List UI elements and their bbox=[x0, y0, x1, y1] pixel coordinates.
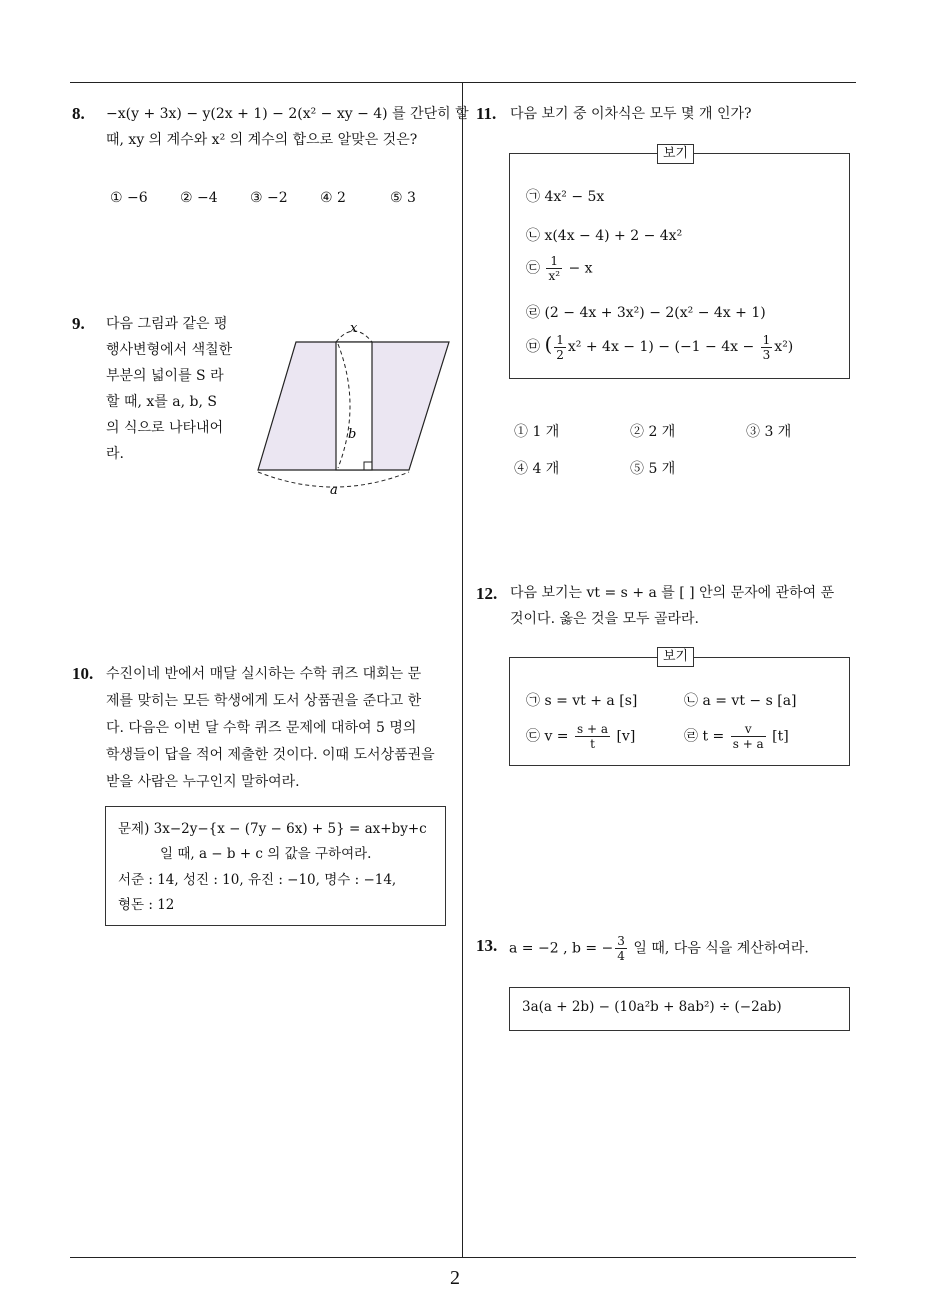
q10-box-line1: 문제) 3x−2y−{x − (7y − 6x) + 5} = ax+by+c bbox=[118, 821, 427, 837]
q8-line2: 때, xy 의 계수와 x² 의 계수의 합으로 알맞은 것은? bbox=[106, 132, 418, 148]
q9-line5: 의 식으로 나타내어 bbox=[106, 420, 224, 436]
q9-line3: 부분의 넓이를 S 라 bbox=[106, 368, 224, 384]
q13-question bbox=[509, 934, 809, 963]
q11-item-e bbox=[526, 332, 793, 362]
q11-item-c-mark: ㉢ bbox=[526, 260, 540, 277]
q11-question: 다음 보기 중 이차식은 모두 몇 개 인가? bbox=[510, 106, 752, 122]
q11-item-e-fraction2: $\frac{1}{3}$ bbox=[762, 332, 771, 362]
q10-line3: 다. 다음은 이번 달 수학 퀴즈 문제에 대하여 5 명의 bbox=[106, 720, 417, 736]
q10-line2: 제를 맞히는 모든 학생에게 도서 상품권을 준다고 한 bbox=[106, 693, 422, 709]
q12-item-c bbox=[526, 722, 635, 751]
q9-line1: 다음 그림과 같은 평 bbox=[106, 316, 228, 332]
q10-box-line3: 서준 : 14, 성진 : 10, 유진 : −10, 명수 : −14, bbox=[118, 872, 397, 888]
q11-choice-1: ① 1 개 bbox=[514, 424, 560, 440]
q10-line4: 학생들이 답을 적어 제출한 것이다. 이때 도서상품권을 bbox=[106, 747, 435, 763]
q11-item-e-close: x²) bbox=[774, 339, 794, 355]
q13-post: 일 때, 다음 식을 계산하여라. bbox=[633, 940, 809, 957]
q12-item-c-fraction: $\frac{s + a}{t}$ bbox=[577, 722, 608, 751]
q11-item-e-open: ( bbox=[544, 332, 553, 356]
q13-number: 13. bbox=[476, 936, 498, 955]
q11-choice-5: ⑤ 5 개 bbox=[630, 461, 676, 477]
q9-line6: 라. bbox=[106, 446, 124, 462]
q11-choice-3: ③ 3 개 bbox=[746, 424, 792, 440]
q8-line1: −x(y + 3x) − y(2x + 1) − 2(x² − xy − 4) 를 간단히 할 bbox=[106, 106, 469, 122]
parallelogram-figure bbox=[250, 316, 460, 500]
q12-bogi-tag: 보기 bbox=[657, 647, 694, 667]
q11-item-c-fraction: $\frac{1}{\text{x²}}$ bbox=[548, 254, 561, 283]
q12-number: 12. bbox=[476, 584, 498, 603]
q11-number: 11. bbox=[476, 104, 497, 123]
q11-bogi-tag: 보기 bbox=[657, 144, 694, 164]
q10-line5: 받을 사람은 누구인지 말하여라. bbox=[106, 774, 300, 790]
q8-choice-1: ① −6 bbox=[110, 190, 148, 206]
q13-expression: 3a(a + 2b) − (10a²b + 8ab²) ÷ (−2ab) bbox=[522, 999, 782, 1015]
q12-item-d-fraction: $\frac{v}{s + a}$ bbox=[732, 722, 764, 751]
q11-item-d: ㉣ (2 − 4x + 3x²) − 2(x² − 4x + 1) bbox=[526, 305, 766, 321]
q9-number: 9. bbox=[72, 314, 85, 333]
q11-item-e-fraction1: $\frac{1}{2}$ bbox=[556, 332, 564, 362]
unshaded-strip bbox=[336, 342, 372, 470]
q11-item-a: ㉠ 4x² − 5x bbox=[526, 189, 605, 205]
label-a: a bbox=[330, 483, 338, 498]
q9-line2: 행사변형에서 색칠한 bbox=[106, 342, 233, 358]
q10-box-line2: 일 때, a − b + c 의 값을 구하여라. bbox=[160, 846, 372, 862]
q13-fraction: $\frac{3}{4}$ bbox=[617, 934, 625, 963]
q10-line1: 수진이네 반에서 매달 실시하는 수학 퀴즈 대회는 문 bbox=[106, 666, 422, 682]
q11-item-e-middle: x² + 4x − 1) − (−1 − 4x − bbox=[567, 339, 755, 355]
q12-item-b: ㉡ a = vt − s [a] bbox=[684, 693, 797, 709]
q9-line4: 할 때, x를 a, b, S bbox=[106, 394, 217, 410]
q11-item-c-tail: − x bbox=[568, 260, 593, 277]
q12-item-a: ㉠ s = vt + a [s] bbox=[526, 693, 638, 709]
q12-line1: 다음 보기는 vt = s + a 를 [ ] 안의 문자에 관하여 푼 bbox=[510, 585, 835, 601]
page-number: 2 bbox=[450, 1267, 460, 1289]
bottom-rule bbox=[70, 1257, 856, 1258]
label-b: b bbox=[348, 427, 357, 442]
column-divider bbox=[462, 82, 463, 1258]
q8-choice-3: ③ −2 bbox=[250, 190, 288, 206]
q12-item-d-pre: ㉣ t = bbox=[684, 728, 725, 745]
q11-choice-2: ② 2 개 bbox=[630, 424, 676, 440]
q12-item-d bbox=[684, 722, 789, 751]
q12-item-c-pre: ㉢ v = bbox=[526, 728, 569, 745]
q13-pre: a = −2 , b = − bbox=[509, 940, 614, 957]
q8-number: 8. bbox=[72, 104, 85, 123]
q11-item-b: ㉡ x(4x − 4) + 2 − 4x² bbox=[526, 228, 683, 244]
q12-item-d-post: [t] bbox=[772, 728, 789, 745]
top-rule bbox=[70, 82, 856, 83]
q8-choice-2: ② −4 bbox=[180, 190, 218, 206]
q11-item-e-mark: ㉤ bbox=[526, 339, 540, 355]
q11-choice-4: ④ 4 개 bbox=[514, 461, 560, 477]
label-x: x bbox=[350, 321, 358, 336]
q8-choice-5: ⑤ 3 bbox=[390, 190, 416, 206]
q10-number: 10. bbox=[72, 664, 94, 683]
q10-box-line4: 형돈 : 12 bbox=[118, 897, 175, 913]
q12-item-c-post: [v] bbox=[616, 728, 636, 745]
q12-line2: 것이다. 옳은 것을 모두 골라라. bbox=[510, 611, 699, 627]
q11-item-c bbox=[526, 254, 593, 283]
q8-choice-4: ④ 2 bbox=[320, 190, 346, 206]
